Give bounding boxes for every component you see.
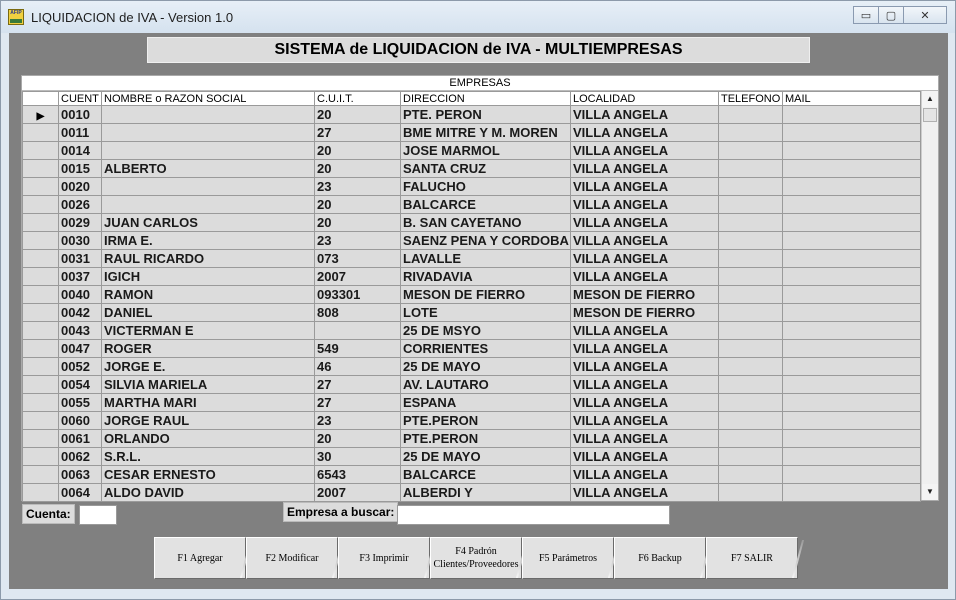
- cell-direccion[interactable]: LOTE: [401, 304, 571, 322]
- cell-mail[interactable]: [783, 268, 921, 286]
- cell-mail[interactable]: [783, 142, 921, 160]
- table-row[interactable]: [23, 250, 921, 268]
- cell-cuit[interactable]: 30: [315, 448, 401, 466]
- cell-mail[interactable]: [783, 376, 921, 394]
- cell-telefono[interactable]: [719, 394, 783, 412]
- empresas-table: [22, 91, 921, 502]
- cell-cuit[interactable]: 20: [315, 214, 401, 232]
- cell-cuenta[interactable]: 0037: [59, 268, 102, 286]
- cell-mail[interactable]: [783, 484, 921, 502]
- cell-mail[interactable]: [783, 412, 921, 430]
- cell-cuenta[interactable]: 0042: [59, 304, 102, 322]
- close-button[interactable]: ✕: [903, 6, 947, 24]
- table-row[interactable]: [23, 448, 921, 466]
- cell-localidad[interactable]: VILLA ANGELA: [571, 232, 719, 250]
- col-header-mail[interactable]: MAIL: [783, 92, 921, 106]
- table-row[interactable]: [23, 196, 921, 214]
- col-header-localidad[interactable]: LOCALIDAD: [571, 92, 719, 106]
- cell-direccion[interactable]: ALBERDI Y: [401, 484, 571, 502]
- cell-cuenta[interactable]: 0014: [59, 142, 102, 160]
- cell-cuenta[interactable]: 0031: [59, 250, 102, 268]
- cell-direccion[interactable]: 25 DE MAYO: [401, 358, 571, 376]
- table-row[interactable]: [23, 340, 921, 358]
- cell-nombre[interactable]: [102, 142, 315, 160]
- cell-telefono[interactable]: [719, 376, 783, 394]
- cell-telefono[interactable]: [719, 448, 783, 466]
- cell-direccion[interactable]: FALUCHO: [401, 178, 571, 196]
- scroll-thumb[interactable]: [923, 108, 937, 122]
- function-button-bar: [154, 537, 803, 579]
- cell-nombre[interactable]: MARTHA MARI: [102, 394, 315, 412]
- cell-cuit[interactable]: 27: [315, 394, 401, 412]
- row-selector[interactable]: [23, 484, 59, 502]
- cell-telefono[interactable]: [719, 106, 783, 124]
- cell-cuit[interactable]: 23: [315, 232, 401, 250]
- cell-cuit[interactable]: 46: [315, 358, 401, 376]
- cell-localidad[interactable]: VILLA ANGELA: [571, 394, 719, 412]
- row-selector[interactable]: [23, 304, 59, 322]
- cell-mail[interactable]: [783, 304, 921, 322]
- cell-mail[interactable]: [783, 466, 921, 484]
- cell-localidad[interactable]: VILLA ANGELA: [571, 412, 719, 430]
- cell-nombre[interactable]: S.R.L.: [102, 448, 315, 466]
- cell-nombre[interactable]: ORLANDO: [102, 430, 315, 448]
- table-row[interactable]: [23, 394, 921, 412]
- cell-nombre[interactable]: VICTERMAN E: [102, 322, 315, 340]
- cell-cuenta[interactable]: 0015: [59, 160, 102, 178]
- cell-cuit[interactable]: 20: [315, 142, 401, 160]
- row-selector[interactable]: [23, 430, 59, 448]
- parametros-button[interactable]: F5 Parámetros: [522, 537, 614, 579]
- cell-cuit[interactable]: 27: [315, 124, 401, 142]
- cell-telefono[interactable]: [719, 178, 783, 196]
- cell-localidad[interactable]: VILLA ANGELA: [571, 250, 719, 268]
- cell-direccion[interactable]: 25 DE MSYO: [401, 322, 571, 340]
- cell-direccion[interactable]: PTE. PERON: [401, 106, 571, 124]
- cell-nombre[interactable]: ALBERTO: [102, 160, 315, 178]
- cell-direccion[interactable]: PTE.PERON: [401, 412, 571, 430]
- cell-nombre[interactable]: [102, 106, 315, 124]
- table-row[interactable]: [23, 178, 921, 196]
- agregar-button[interactable]: F1 Agregar: [154, 537, 246, 579]
- cell-mail[interactable]: [783, 448, 921, 466]
- cell-cuenta[interactable]: 0064: [59, 484, 102, 502]
- system-banner: SISTEMA de LIQUIDACION de IVA - MULTIEMPRESAS: [147, 37, 810, 63]
- table-row[interactable]: [23, 430, 921, 448]
- cell-nombre[interactable]: [102, 196, 315, 214]
- row-selector[interactable]: [23, 394, 59, 412]
- table-row[interactable]: [23, 376, 921, 394]
- row-selector[interactable]: [23, 322, 59, 340]
- client-area: [9, 33, 948, 589]
- row-selector[interactable]: [23, 268, 59, 286]
- cell-cuit[interactable]: 093301: [315, 286, 401, 304]
- cell-telefono[interactable]: [719, 466, 783, 484]
- cell-nombre[interactable]: ALDO DAVID: [102, 484, 315, 502]
- cell-localidad[interactable]: VILLA ANGELA: [571, 484, 719, 502]
- row-selector[interactable]: [23, 376, 59, 394]
- cell-cuenta[interactable]: 0040: [59, 286, 102, 304]
- scroll-down-arrow-icon[interactable]: ▼: [922, 484, 938, 500]
- cell-telefono[interactable]: [719, 484, 783, 502]
- cell-localidad[interactable]: VILLA ANGELA: [571, 142, 719, 160]
- current-row-pointer-icon: ▶: [36, 111, 45, 122]
- padron-button[interactable]: F4 Padrón Clientes/Proveedores: [430, 537, 522, 579]
- cell-nombre[interactable]: JUAN CARLOS: [102, 214, 315, 232]
- cell-localidad[interactable]: VILLA ANGELA: [571, 196, 719, 214]
- table-row[interactable]: [23, 124, 921, 142]
- row-selector[interactable]: [23, 232, 59, 250]
- cell-localidad[interactable]: VILLA ANGELA: [571, 340, 719, 358]
- cell-telefono[interactable]: [719, 268, 783, 286]
- row-selector[interactable]: [23, 142, 59, 160]
- cell-localidad[interactable]: VILLA ANGELA: [571, 448, 719, 466]
- cell-cuit[interactable]: 808: [315, 304, 401, 322]
- cell-cuenta[interactable]: 0055: [59, 394, 102, 412]
- cell-direccion[interactable]: JOSE MARMOL: [401, 142, 571, 160]
- table-row[interactable]: [23, 214, 921, 232]
- cuenta-input[interactable]: [79, 505, 117, 525]
- cell-cuit[interactable]: 23: [315, 412, 401, 430]
- cell-cuit[interactable]: 23: [315, 178, 401, 196]
- cell-telefono[interactable]: [719, 412, 783, 430]
- cell-cuenta[interactable]: 0011: [59, 124, 102, 142]
- cell-telefono[interactable]: [719, 124, 783, 142]
- cell-mail[interactable]: [783, 178, 921, 196]
- scroll-up-arrow-icon[interactable]: ▲: [922, 91, 938, 107]
- cell-direccion[interactable]: SANTA CRUZ: [401, 160, 571, 178]
- cell-mail[interactable]: [783, 340, 921, 358]
- restore-button[interactable]: ▢: [878, 6, 904, 24]
- row-selector[interactable]: [23, 448, 59, 466]
- cell-cuenta[interactable]: 0043: [59, 322, 102, 340]
- cell-telefono[interactable]: [719, 430, 783, 448]
- table-row[interactable]: [23, 322, 921, 340]
- cell-cuenta[interactable]: 0020: [59, 178, 102, 196]
- cell-nombre[interactable]: IGICH: [102, 268, 315, 286]
- salir-button[interactable]: F7 SALIR: [706, 537, 798, 579]
- cell-localidad[interactable]: VILLA ANGELA: [571, 160, 719, 178]
- cell-direccion[interactable]: ESPANA: [401, 394, 571, 412]
- row-selector[interactable]: [23, 196, 59, 214]
- cell-nombre[interactable]: IRMA E.: [102, 232, 315, 250]
- cell-telefono[interactable]: [719, 250, 783, 268]
- modificar-button[interactable]: F2 Modificar: [246, 537, 338, 579]
- col-header-nombre[interactable]: NOMBRE o RAZON SOCIAL: [102, 92, 315, 106]
- cell-direccion[interactable]: BME MITRE Y M. MOREN: [401, 124, 571, 142]
- row-selector[interactable]: [23, 340, 59, 358]
- cell-nombre[interactable]: RAUL RICARDO: [102, 250, 315, 268]
- cell-cuenta[interactable]: 0029: [59, 214, 102, 232]
- cell-nombre[interactable]: JORGE E.: [102, 358, 315, 376]
- cell-telefono[interactable]: [719, 232, 783, 250]
- col-header-cuenta[interactable]: CUENT: [59, 92, 102, 106]
- cell-localidad[interactable]: VILLA ANGELA: [571, 430, 719, 448]
- cell-direccion[interactable]: BALCARCE: [401, 196, 571, 214]
- cell-localidad[interactable]: VILLA ANGELA: [571, 376, 719, 394]
- empresa-label: Empresa a buscar:: [283, 502, 398, 522]
- cell-mail[interactable]: [783, 214, 921, 232]
- cell-direccion[interactable]: CORRIENTES: [401, 340, 571, 358]
- cell-telefono[interactable]: [719, 286, 783, 304]
- cell-mail[interactable]: [783, 160, 921, 178]
- row-selector[interactable]: [23, 358, 59, 376]
- cell-cuit[interactable]: 2007: [315, 484, 401, 502]
- cell-localidad[interactable]: VILLA ANGELA: [571, 268, 719, 286]
- table-row[interactable]: [23, 466, 921, 484]
- cell-nombre[interactable]: SILVIA MARIELA: [102, 376, 315, 394]
- cell-cuit[interactable]: 27: [315, 376, 401, 394]
- cell-direccion[interactable]: 25 DE MAYO: [401, 448, 571, 466]
- table-row[interactable]: [23, 160, 921, 178]
- cell-mail[interactable]: [783, 232, 921, 250]
- backup-button[interactable]: F6 Backup: [614, 537, 706, 579]
- table-row[interactable]: [23, 106, 921, 124]
- cell-mail[interactable]: [783, 250, 921, 268]
- row-selector[interactable]: [23, 178, 59, 196]
- empresa-search-input[interactable]: [397, 505, 670, 525]
- cell-direccion[interactable]: RIVADAVIA: [401, 268, 571, 286]
- cell-direccion[interactable]: MESON DE FIERRO: [401, 286, 571, 304]
- cell-cuit[interactable]: 6543: [315, 466, 401, 484]
- cell-cuit[interactable]: 20: [315, 196, 401, 214]
- cell-direccion[interactable]: BALCARCE: [401, 466, 571, 484]
- cell-telefono[interactable]: [719, 142, 783, 160]
- cell-localidad[interactable]: MESON DE FIERRO: [571, 304, 719, 322]
- cell-telefono[interactable]: [719, 160, 783, 178]
- cell-nombre[interactable]: JORGE RAUL: [102, 412, 315, 430]
- cell-cuit[interactable]: [315, 322, 401, 340]
- row-selector[interactable]: [23, 250, 59, 268]
- row-selector[interactable]: [23, 214, 59, 232]
- cell-localidad[interactable]: MESON DE FIERRO: [571, 286, 719, 304]
- cell-nombre[interactable]: [102, 124, 315, 142]
- table-row[interactable]: [23, 304, 921, 322]
- cell-cuit[interactable]: 20: [315, 160, 401, 178]
- cell-telefono[interactable]: [719, 214, 783, 232]
- cell-cuenta[interactable]: 0062: [59, 448, 102, 466]
- table-row[interactable]: [23, 412, 921, 430]
- cell-localidad[interactable]: VILLA ANGELA: [571, 466, 719, 484]
- cell-localidad[interactable]: VILLA ANGELA: [571, 214, 719, 232]
- imprimir-button[interactable]: F3 Imprimir: [338, 537, 430, 579]
- row-selector[interactable]: [23, 466, 59, 484]
- cell-mail[interactable]: [783, 286, 921, 304]
- table-row[interactable]: [23, 142, 921, 160]
- cell-mail[interactable]: [783, 196, 921, 214]
- cell-localidad[interactable]: VILLA ANGELA: [571, 178, 719, 196]
- cell-localidad[interactable]: VILLA ANGELA: [571, 322, 719, 340]
- table-row[interactable]: [23, 358, 921, 376]
- cuenta-label: Cuenta:: [22, 504, 75, 524]
- cell-cuenta[interactable]: 0060: [59, 412, 102, 430]
- row-selector[interactable]: [23, 106, 59, 124]
- cell-cuenta[interactable]: 0054: [59, 376, 102, 394]
- header-row: [23, 92, 921, 106]
- cell-mail[interactable]: [783, 106, 921, 124]
- cell-nombre[interactable]: CESAR ERNESTO: [102, 466, 315, 484]
- cell-direccion[interactable]: PTE.PERON: [401, 430, 571, 448]
- cell-direccion[interactable]: SAENZ PENA Y CORDOBA: [401, 232, 571, 250]
- col-header-direccion[interactable]: DIRECCION: [401, 92, 571, 106]
- cell-cuit[interactable]: 549: [315, 340, 401, 358]
- cell-nombre[interactable]: DANIEL: [102, 304, 315, 322]
- table-row[interactable]: [23, 286, 921, 304]
- cell-direccion[interactable]: AV. LAUTARO: [401, 376, 571, 394]
- header-selector: [23, 92, 59, 106]
- empresas-grid[interactable]: [21, 75, 939, 501]
- title-bar[interactable]: [1, 1, 955, 33]
- cell-localidad[interactable]: VILLA ANGELA: [571, 124, 719, 142]
- app-icon: AFIP: [8, 9, 24, 25]
- cell-cuit[interactable]: 20: [315, 430, 401, 448]
- cell-telefono[interactable]: [719, 196, 783, 214]
- cell-telefono[interactable]: [719, 358, 783, 376]
- cell-mail[interactable]: [783, 394, 921, 412]
- cell-cuenta[interactable]: 0030: [59, 232, 102, 250]
- row-selector[interactable]: [23, 286, 59, 304]
- cell-cuenta[interactable]: 0061: [59, 430, 102, 448]
- table-row[interactable]: [23, 268, 921, 286]
- col-header-cuit[interactable]: C.U.I.T.: [315, 92, 401, 106]
- cell-cuenta[interactable]: 0047: [59, 340, 102, 358]
- cell-localidad[interactable]: VILLA ANGELA: [571, 106, 719, 124]
- cell-mail[interactable]: [783, 358, 921, 376]
- cell-cuit[interactable]: 20: [315, 106, 401, 124]
- row-selector[interactable]: [23, 124, 59, 142]
- vertical-scrollbar[interactable]: [921, 91, 938, 500]
- minimize-button[interactable]: ▭: [853, 6, 879, 24]
- cell-localidad[interactable]: VILLA ANGELA: [571, 358, 719, 376]
- cell-telefono[interactable]: [719, 304, 783, 322]
- cell-cuit[interactable]: 2007: [315, 268, 401, 286]
- cell-nombre[interactable]: RAMON: [102, 286, 315, 304]
- cell-mail[interactable]: [783, 430, 921, 448]
- cell-direccion[interactable]: B. SAN CAYETANO: [401, 214, 571, 232]
- cell-mail[interactable]: [783, 322, 921, 340]
- cell-direccion[interactable]: LAVALLE: [401, 250, 571, 268]
- cell-cuenta[interactable]: 0052: [59, 358, 102, 376]
- col-header-telefono[interactable]: TELEFONO: [719, 92, 783, 106]
- row-selector[interactable]: [23, 160, 59, 178]
- cell-telefono[interactable]: [719, 322, 783, 340]
- cell-mail[interactable]: [783, 124, 921, 142]
- cell-nombre[interactable]: ROGER: [102, 340, 315, 358]
- cell-cuenta[interactable]: 0026: [59, 196, 102, 214]
- cell-cuit[interactable]: 073: [315, 250, 401, 268]
- table-row[interactable]: [23, 232, 921, 250]
- cell-telefono[interactable]: [719, 340, 783, 358]
- cell-cuenta[interactable]: 0010: [59, 106, 102, 124]
- grid-caption: EMPRESAS: [22, 76, 938, 91]
- cell-cuenta[interactable]: 0063: [59, 466, 102, 484]
- table-row[interactable]: [23, 484, 921, 502]
- window-title: LIQUIDACION de IVA - Version 1.0: [31, 10, 234, 25]
- row-selector[interactable]: [23, 412, 59, 430]
- cell-nombre[interactable]: [102, 178, 315, 196]
